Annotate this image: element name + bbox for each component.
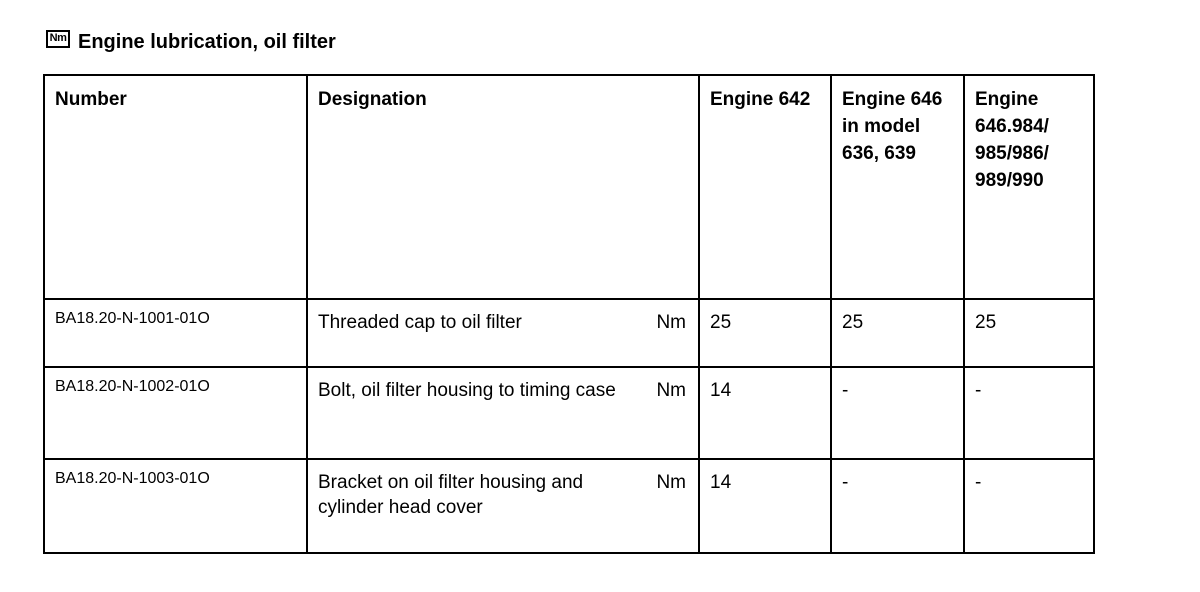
cell-number: BA18.20-N-1001-01O: [44, 299, 307, 367]
table-row: [44, 367, 1094, 459]
cell-engine-646-984: 25: [964, 299, 1094, 367]
cell-number: BA18.20-N-1002-01O: [44, 367, 307, 459]
unit-label: Nm: [656, 380, 686, 401]
torque-nm-icon: Nm: [46, 30, 70, 48]
designation-text: Bracket on oil filter housing and cylinder head cover: [318, 472, 584, 518]
column-header-engine-646-model: Engine 646 in model 636, 639: [831, 75, 964, 299]
column-header-designation: Designation: [307, 75, 699, 299]
column-header-engine-646-984: Engine 646.984/ 985/986/ 989/990: [964, 75, 1094, 299]
designation-text: Bolt, oil filter housing to timing case: [318, 380, 616, 401]
cell-engine-646-model: -: [831, 459, 964, 553]
cell-engine-642: 25: [699, 299, 831, 367]
cell-engine-646-984: -: [964, 459, 1094, 553]
cell-designation: [307, 367, 699, 459]
cell-designation: [307, 459, 699, 553]
cell-engine-646-model: 25: [831, 299, 964, 367]
cell-engine-642: 14: [699, 367, 831, 459]
table-row: [44, 299, 1094, 367]
cell-engine-646-model: -: [831, 367, 964, 459]
table-header-row: [44, 75, 1094, 299]
column-header-engine-642: Engine 642: [699, 75, 831, 299]
designation-text: Threaded cap to oil filter: [318, 312, 522, 333]
cell-number: BA18.20-N-1003-01O: [44, 459, 307, 553]
cell-engine-642: 14: [699, 459, 831, 553]
cell-engine-646-984: -: [964, 367, 1094, 459]
table-row: [44, 459, 1094, 553]
page-header: [46, 28, 336, 56]
cell-designation: [307, 299, 699, 367]
column-header-number: Number: [44, 75, 307, 299]
unit-label: Nm: [656, 312, 686, 333]
torque-spec-table: [43, 74, 1095, 554]
page-title: Engine lubrication, oil filter: [78, 31, 336, 53]
unit-label: Nm: [656, 472, 686, 493]
